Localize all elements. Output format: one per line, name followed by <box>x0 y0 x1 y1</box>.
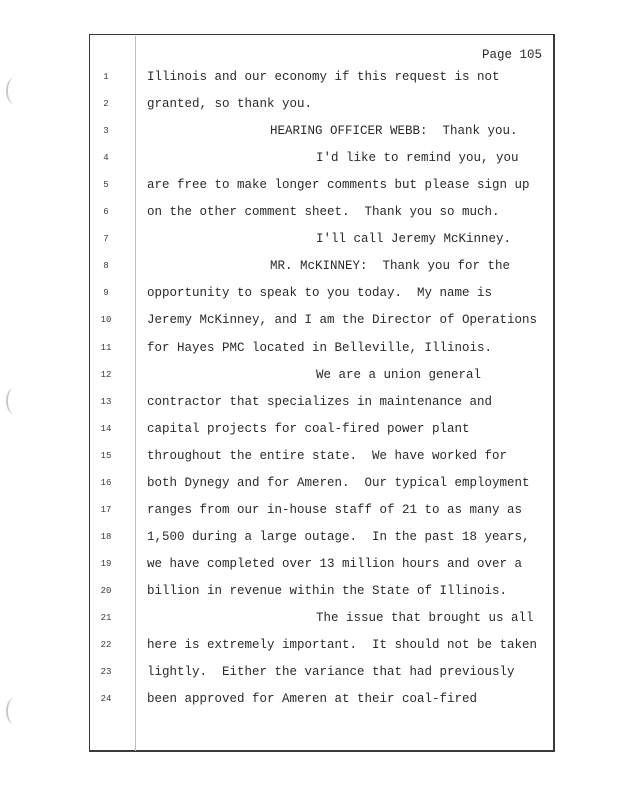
binder-hole-bottom <box>6 698 22 724</box>
transcript-line: been approved for Ameren at their coal-fired <box>147 692 478 706</box>
transcript-line: I'd like to remind you, you <box>316 151 519 165</box>
line-number: 18 <box>100 532 112 542</box>
transcript-line: 1,500 during a large outage. In the past 18 years, <box>147 530 530 544</box>
transcript-line: opportunity to speak to you today. My name is <box>147 286 493 300</box>
line-number: 17 <box>100 505 112 515</box>
transcript-line: billion in revenue within the State of Illinois. <box>147 584 508 598</box>
transcript-line: throughout the entire state. We have worked for <box>147 449 508 463</box>
transcript-line: are free to make longer comments but please sign up <box>147 178 530 192</box>
line-number: 24 <box>100 694 112 704</box>
transcript-line: Illinois and our economy if this request is not <box>147 70 500 84</box>
line-number: 7 <box>103 234 109 244</box>
transcript-line: Jeremy McKinney, and I am the Director of Operations <box>147 313 538 327</box>
line-number: 20 <box>100 586 112 596</box>
transcript-line: both Dynegy and for Ameren. Our typical employment <box>147 476 530 490</box>
line-number: 15 <box>100 451 112 461</box>
transcript-line: I'll call Jeremy McKinney. <box>316 232 512 246</box>
transcript-line: lightly. Either the variance that had previously <box>147 665 515 679</box>
line-number: 13 <box>100 397 112 407</box>
binder-hole-top <box>6 78 22 104</box>
transcript-line: HEARING OFFICER WEBB: Thank you. <box>270 124 518 138</box>
line-number: 10 <box>100 315 112 325</box>
transcript-line: we have completed over 13 million hours and over a <box>147 557 523 571</box>
transcript-line: contractor that specializes in maintenance and <box>147 395 493 409</box>
line-number: 19 <box>100 559 112 569</box>
line-number: 6 <box>103 207 109 217</box>
transcript-line: on the other comment sheet. Thank you so much. <box>147 205 500 219</box>
line-number: 11 <box>100 343 112 353</box>
transcript-line: The issue that brought us all <box>316 611 534 625</box>
transcript-line: MR. McKINNEY: Thank you for the <box>270 259 511 273</box>
line-number: 16 <box>100 478 112 488</box>
line-number-rule <box>135 36 136 751</box>
line-number: 23 <box>100 667 112 677</box>
line-number: 21 <box>100 613 112 623</box>
transcript-line: here is extremely important. It should not be taken <box>147 638 538 652</box>
page-number: Page 105 <box>482 48 543 62</box>
line-number: 4 <box>103 153 109 163</box>
transcript-line: capital projects for coal-fired power plant <box>147 422 470 436</box>
transcript-line: We are a union general <box>316 368 482 382</box>
line-number: 12 <box>100 370 112 380</box>
transcript-line: granted, so thank you. <box>147 97 313 111</box>
transcript-line: for Hayes PMC located in Belleville, Illinois. <box>147 341 493 355</box>
line-number: 2 <box>103 99 109 109</box>
line-number: 9 <box>103 288 109 298</box>
line-number: 3 <box>103 126 109 136</box>
line-number: 1 <box>103 72 109 82</box>
line-number: 14 <box>100 424 112 434</box>
binder-hole-middle <box>6 388 22 414</box>
transcript-line: ranges from our in-house staff of 21 to as many as <box>147 503 523 517</box>
line-number: 8 <box>103 261 109 271</box>
line-number: 5 <box>103 180 109 190</box>
line-number: 22 <box>100 640 112 650</box>
